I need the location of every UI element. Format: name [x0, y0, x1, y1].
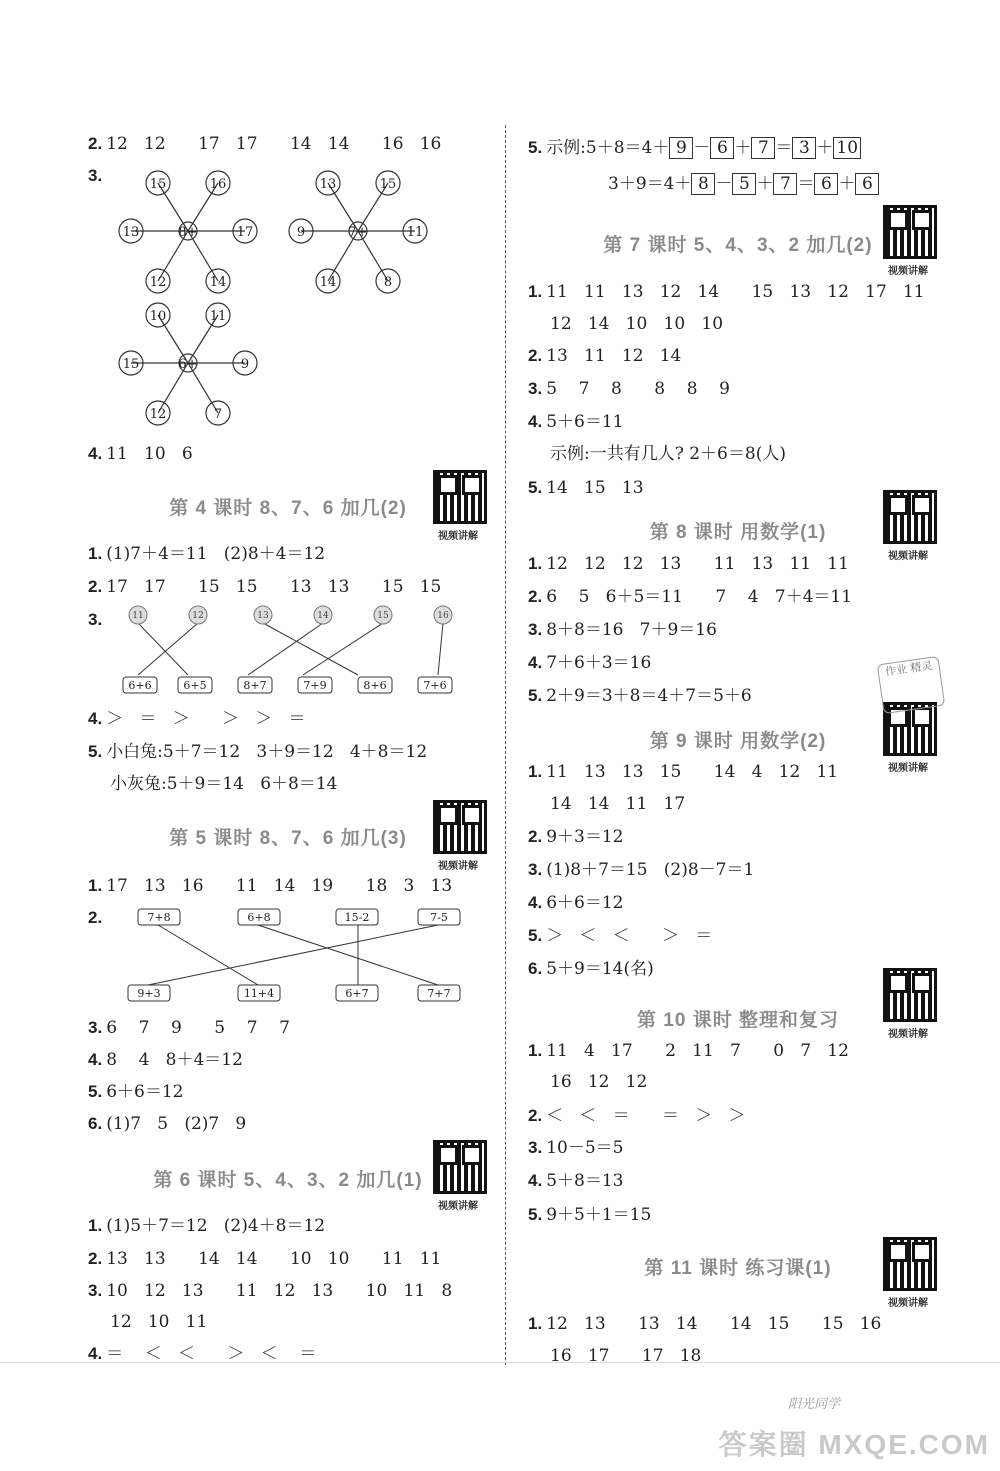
- answer-line: 示例:一共有几人? 2＋6＝8(人): [550, 444, 786, 464]
- answer-line: 4. 11 10 6: [88, 444, 193, 464]
- svg-text:6+6: 6+6: [128, 679, 152, 692]
- watermark: 答案圈 MXQE.COM: [718, 1429, 990, 1460]
- answer-line: 1. 12 13 13 14 14 15 15 16: [528, 1314, 882, 1334]
- svg-text:15: 15: [122, 357, 140, 372]
- answer-line: 2. 13 13 14 14 10 10 11 11: [88, 1249, 442, 1269]
- svg-text:9: 9: [240, 357, 250, 372]
- qr-label: 视频讲解: [888, 1298, 928, 1309]
- lesson-heading: 第 5 课时 8、7、6 加几(3): [169, 828, 407, 849]
- svg-text:14: 14: [319, 275, 337, 290]
- answer-line: 5. 9＋5＋1＝15: [528, 1205, 652, 1225]
- qr-code-icon[interactable]: [883, 968, 937, 1022]
- svg-text:8+: 8+: [178, 225, 198, 240]
- svg-text:7-5: 7-5: [430, 911, 448, 924]
- answer-line: 4. 6＋6＝12: [528, 893, 624, 913]
- answer-line: 2. 13 11 12 14: [528, 346, 682, 366]
- svg-text:11: 11: [209, 309, 227, 324]
- answer-line: 5. 2＋9＝3＋8＝4＋7＝5＋6: [528, 686, 752, 706]
- svg-text:15: 15: [377, 611, 389, 621]
- svg-text:11+4: 11+4: [243, 987, 275, 1000]
- lesson-heading: 第 4 课时 8、7、6 加几(2): [169, 498, 407, 519]
- svg-text:16: 16: [437, 611, 449, 621]
- qr-label: 视频讲解: [438, 861, 478, 872]
- svg-text:6+7: 6+7: [345, 987, 369, 1000]
- qr-label: 视频讲解: [888, 266, 928, 277]
- answer-line: 5. 小白兔:5＋7＝12 3＋9＝12 4＋8＝12: [88, 742, 428, 762]
- svg-text:9+3: 9+3: [137, 987, 161, 1000]
- matching-diagram: [108, 603, 468, 703]
- svg-text:7+: 7+: [348, 225, 368, 240]
- svg-text:7+8: 7+8: [147, 911, 171, 924]
- svg-text:6+5: 6+5: [183, 679, 207, 692]
- svg-text:8+6: 8+6: [363, 679, 387, 692]
- answer-line: 3.: [88, 610, 103, 629]
- qr-label: 视频讲解: [888, 1029, 928, 1040]
- brand-logo: 阳光同学: [787, 1396, 840, 1411]
- answer-line: 16 17 17 18: [550, 1346, 702, 1366]
- lesson-heading: 第 11 课时 练习课(1): [644, 1258, 832, 1279]
- svg-text:14: 14: [317, 611, 329, 621]
- answer-line: 1. 12 12 12 13 11 13 11 11: [528, 554, 849, 574]
- answer-line: 2. ＜ ＜ ＝ ＝ ＞ ＞: [528, 1106, 746, 1126]
- number-wheel-diagrams: [113, 163, 453, 463]
- svg-text:11: 11: [132, 611, 144, 621]
- svg-text:10: 10: [149, 309, 167, 324]
- svg-text:7+7: 7+7: [427, 987, 451, 1000]
- svg-text:12: 12: [149, 275, 167, 290]
- answer-line: 4. ＞ ＝ ＞ ＞ ＞ ＝: [88, 709, 306, 729]
- lesson-heading: 第 9 课时 用数学(2): [649, 731, 827, 752]
- lesson-heading: 第 7 课时 5、4、3、2 加几(2): [603, 235, 873, 256]
- svg-text:13: 13: [122, 225, 140, 240]
- answer-line: 12 10 11: [110, 1312, 208, 1332]
- answer-line: 5. 示例:5＋8＝4＋ 9 － 6 ＋ 7 ＝ 3 ＋ 10: [528, 137, 861, 159]
- svg-text:15-2: 15-2: [344, 911, 370, 924]
- answer-line: 14 14 11 17: [550, 794, 686, 814]
- svg-text:12: 12: [192, 611, 204, 621]
- qr-code-icon[interactable]: [433, 470, 487, 524]
- stamp-logo: 作业 精灵: [877, 656, 945, 714]
- lesson-heading: 第 10 课时 整理和复习: [637, 1010, 839, 1031]
- qr-code-icon[interactable]: [433, 800, 487, 854]
- answer-line: 1. 11 4 17 2 11 7 0 7 12: [528, 1041, 849, 1061]
- qr-label: 视频讲解: [438, 1201, 478, 1212]
- svg-text:17: 17: [236, 225, 254, 240]
- qr-code-icon[interactable]: [883, 205, 937, 259]
- answer-line: 3. (1)8＋7＝15 (2)8－7＝1: [528, 860, 755, 880]
- answer-line: 3. 8＋8＝16 7＋9＝16: [528, 620, 717, 640]
- svg-text:14: 14: [209, 275, 227, 290]
- answer-line: 3＋9＝4＋ 8 － 5 ＋ 7 ＝ 6 ＋ 6: [608, 173, 879, 195]
- answer-line: 4. ＝ ＜ ＜ ＞ ＜ ＝: [88, 1344, 317, 1364]
- svg-text:16: 16: [209, 177, 227, 192]
- answer-line: 4. 5＋8＝13: [528, 1171, 624, 1191]
- svg-text:12: 12: [149, 407, 167, 422]
- answer-line: 3. 10－5＝5: [528, 1138, 624, 1158]
- qr-code-icon[interactable]: [883, 490, 937, 544]
- svg-text:6+8: 6+8: [247, 911, 271, 924]
- answer-line: 1. 11 13 13 15 14 4 12 11: [528, 762, 839, 782]
- answer-line: 3. 10 12 13 11 12 13 10 11 8: [88, 1281, 453, 1301]
- answer-line: 16 12 12: [550, 1072, 648, 1092]
- answer-line: 4. 7＋6＋3＝16: [528, 653, 652, 673]
- svg-text:6+: 6+: [178, 357, 198, 372]
- answer-line: 1. (1)7＋4＝11 (2)8＋4＝12: [88, 544, 326, 564]
- answer-line: 小灰兔:5＋9＝14 6＋8＝14: [110, 774, 338, 794]
- matching-diagram: [108, 903, 468, 1013]
- svg-text:7+6: 7+6: [423, 679, 447, 692]
- svg-text:8+7: 8+7: [243, 679, 267, 692]
- lesson-heading: 第 8 课时 用数学(1): [649, 522, 827, 543]
- answer-line: 2. 17 17 15 15 13 13 15 15: [88, 577, 442, 597]
- answer-line: 2. 12 12 17 17 14 14 16 16: [88, 134, 442, 154]
- svg-text:13: 13: [319, 177, 337, 192]
- column-divider: [505, 125, 506, 1365]
- answer-line: 6. 5＋9＝14(名): [528, 959, 654, 979]
- answer-line: 5. 14 15 13: [528, 478, 644, 498]
- answer-line: 3.: [88, 166, 103, 185]
- answer-line: 4. 8 4 8＋4＝12: [88, 1050, 243, 1070]
- answer-line: 3. 6 7 9 5 7 7: [88, 1018, 290, 1038]
- answer-line: 2. 9＋3＝12: [528, 827, 624, 847]
- svg-text:15: 15: [149, 177, 167, 192]
- lesson-heading: 第 6 课时 5、4、3、2 加几(1): [153, 1170, 423, 1191]
- qr-label: 视频讲解: [888, 551, 928, 562]
- svg-text:15: 15: [379, 177, 397, 192]
- answer-line: 4. 5＋6＝11: [528, 412, 624, 432]
- answer-line: 1. 11 11 13 12 14 15 13 12 17 11: [528, 282, 925, 302]
- svg-text:11: 11: [406, 225, 424, 240]
- svg-text:13: 13: [257, 611, 269, 621]
- answer-line: 5. ＞ ＜ ＜ ＞ ＝: [528, 926, 713, 946]
- qr-label: 视频讲解: [888, 763, 928, 774]
- footer-rule: [0, 1362, 1000, 1364]
- qr-label: 视频讲解: [438, 531, 478, 542]
- answer-line: 1. (1)5＋7＝12 (2)4＋8＝12: [88, 1216, 326, 1236]
- qr-code-icon[interactable]: [433, 1140, 487, 1194]
- answer-line: 3. 5 7 8 8 8 9: [528, 379, 730, 399]
- answer-line: 5. 6＋6＝12: [88, 1082, 184, 1102]
- answer-line: 2.: [88, 908, 103, 927]
- answer-line: 12 14 10 10 10: [550, 314, 724, 334]
- svg-text:7+9: 7+9: [303, 679, 327, 692]
- svg-text:9: 9: [296, 225, 306, 240]
- answer-line: 2. 6 5 6＋5＝11 7 4 7＋4＝11: [528, 587, 853, 607]
- svg-text:8: 8: [383, 275, 393, 290]
- answer-line: 6. (1)7 5 (2)7 9: [88, 1114, 247, 1134]
- svg-text:7: 7: [213, 407, 223, 422]
- qr-code-icon[interactable]: [883, 1237, 937, 1291]
- answer-line: 1. 17 13 16 11 14 19 18 3 13: [88, 876, 453, 896]
